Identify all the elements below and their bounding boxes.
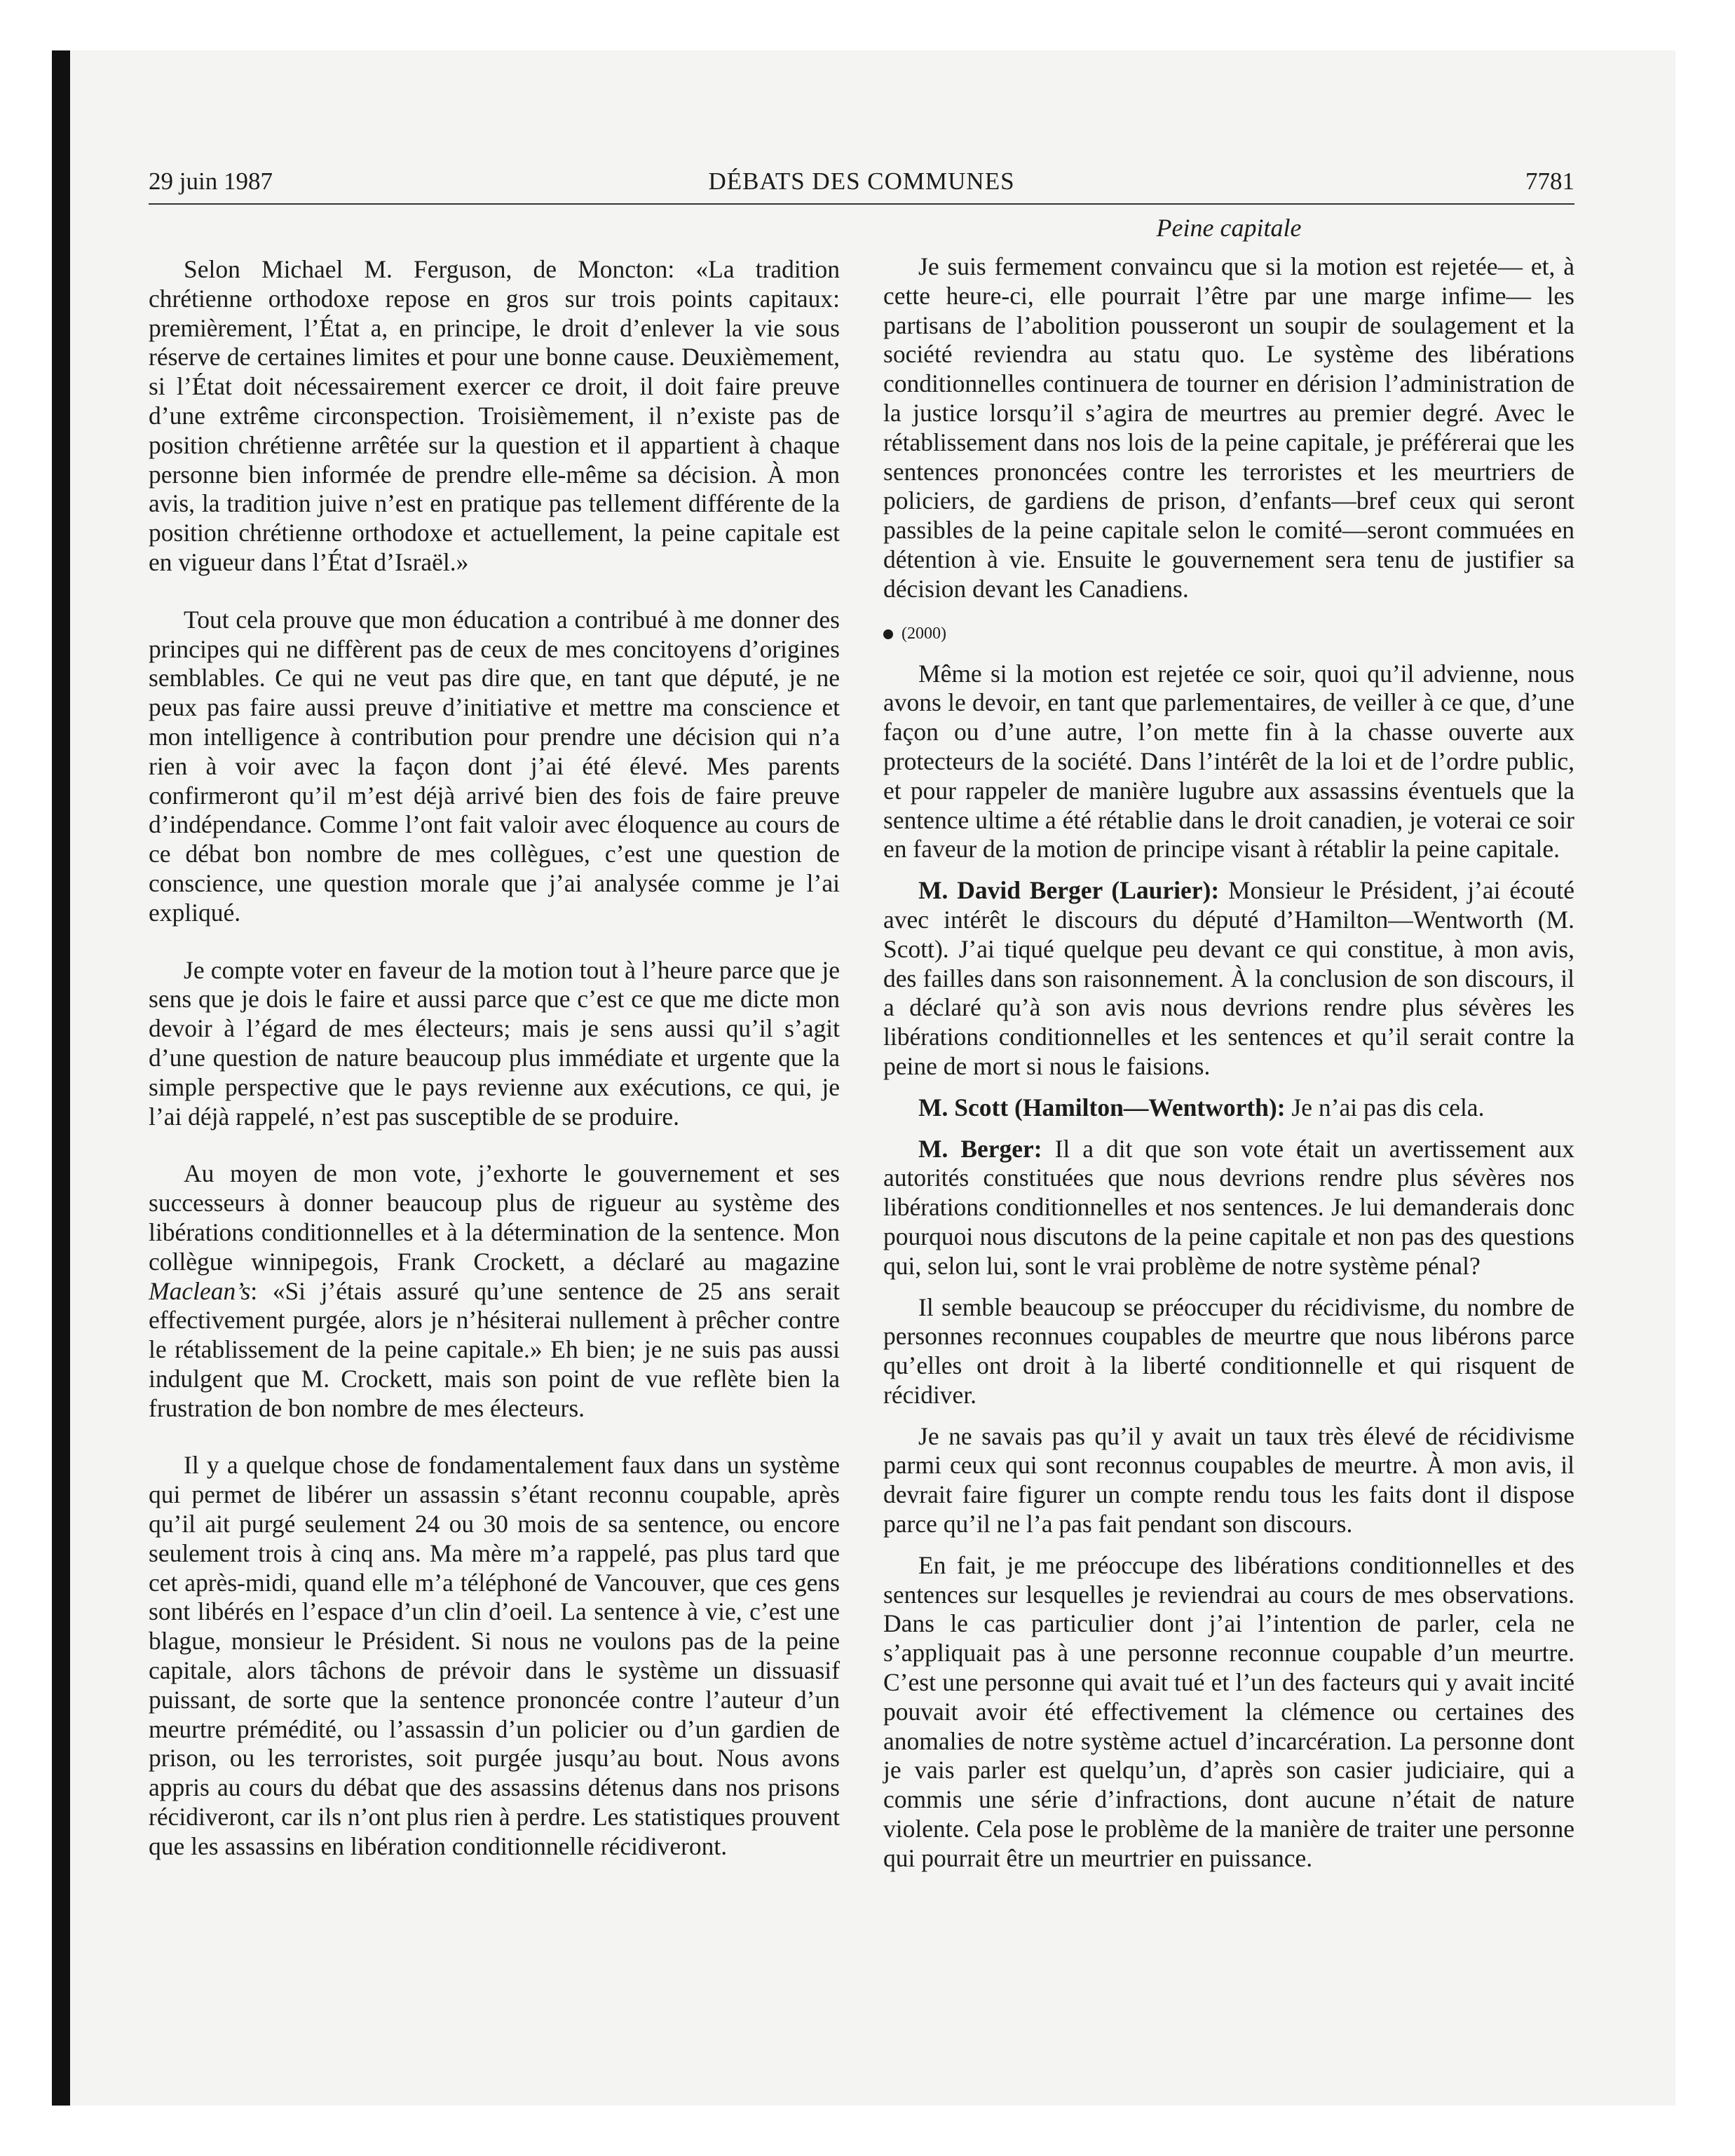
paragraph-text: : «Si j’étais assuré qu’une sentence de 25 ans serait effectivement purgée, alors je n’hésiterai nullement à prêcher contre le rétablissement de la peine capitale.» Eh bien; je ne suis pas aussi indulgent que M. Crockett, mais son point de vue reflète bien la frustration de bon nombre de mes électeurs. (149, 1276, 840, 1422)
speaker-name: M. Scott (Hamilton—Wentworth): (918, 1093, 1286, 1121)
paragraph: Je suis fermement convaincu que si la motion est rejetée— et, à cette heure-ci, elle pourrait l’être par une marge infime— les partisans de l’abolition pousseront un soupir de soulagement et la société reviendra au statu quo. Le système des libérations conditionnelles continuera de tourner en dérision l’administration de la justice lorsqu’il s’agira de meurtres au premier degré. Avec le rétablissement dans nos lois de la peine capitale, je préférerai que les sentences prononcées contre les terroristes et les meurtriers de policiers, de gardiens de prison, d’enfants—bref ceux qui seront passibles de la peine capitale selon le comité—seront commuées en détention à vie. Ensuite le gouvernement sera tenu de justifier sa décision devant les Canadiens. (883, 252, 1574, 603)
scan-edge (52, 50, 70, 2106)
paragraph: Je ne savais pas qu’il y avait un taux très élevé de récidivisme parmi ceux qui sont reconnus coupables de meurtre. À mon avis, il devrait faire figurer un compte rendu tous les faits dont il dispose parce qu’il ne l’a pas fait pendant son discours. (883, 1421, 1574, 1538)
speech (883, 1135, 1574, 1281)
paragraph (149, 1159, 840, 1423)
header-page-number: 7781 (1525, 168, 1574, 195)
paragraph: Même si la motion est rejetée ce soir, quoi qu’il advienne, nous avons le devoir, en tant que parlementaires, de veiller à ce que, d’une façon ou d’une autre, l’on mette fin à la chasse ouverte aux protecteurs de la société. Dans l’intérêt de la loi et de l’ordre public, et pour rappeler de manière lugubre aux assassins éventuels que la sentence ultime a été rétablie dans le droit canadien, je voterai ce soir en faveur de la motion de principe visant à rétablir la peine capitale. (883, 659, 1574, 864)
speech (883, 1093, 1574, 1123)
bullet-icon (883, 629, 893, 639)
paragraph: Tout cela prouve que mon éducation a contribué à me donner des principes qui ne diffèrent pas de ceux de mes concitoyens d’origines semblables. Ce qui ne veut pas dire que, en tant que député, je ne peux pas faire aussi preuve d’initiative et mettre ma conscience et mon intelligence à contribution pour prendre une décision qui n’a rien à voir avec la façon dont j’ai été élevé. Mes parents confirmeront qu’il m’est déjà arrivé bien des fois de faire preuve d’indépendance. Comme l’ont fait valoir avec éloquence au cours de ce débat bon nombre de mes collègues, c’est une question de conscience, une question morale que j’ai analysée comme je l’ai expliqué. (149, 605, 840, 927)
header-date: 29 juin 1987 (149, 168, 273, 195)
speaker-name: M. Berger: (918, 1134, 1042, 1163)
speaker-name: M. David Berger (Laurier): (918, 876, 1220, 905)
paragraph: Il semble beaucoup se préoccuper du récidivisme, du nombre de personnes reconnues coupables de meurtre que nous libérons parce qu’elles ont droit à la liberté conditionnelle et qui risquent de récidiver. (883, 1292, 1574, 1409)
time-mark-text: (2000) (901, 624, 946, 643)
right-column (883, 252, 1574, 1885)
paragraph: Je compte voter en faveur de la motion tout à l’heure parce que je sens que je dois le faire et aussi parce que c’est ce que me dicte mon devoir à l’égard de mes électeurs; mais je sens aussi qu’il s’agit d’une question de nature beaucoup plus immédiate et urgente que la simple perspective que le pays revienne aux exécutions, ce qui, je l’ai déjà rappelé, n’est pas susceptible de se produire. (149, 955, 840, 1131)
paragraph: En fait, je me préoccupe des libérations conditionnelles et des sentences sur lesquelles je reviendrai au cours de mes observations. Dans le cas particulier dont j’ai l’intention de parler, cela ne s’appliquait pas à une personne reconnue coupable d’un meurtre. C’est une personne qui avait tué et l’un des facteurs qui y avait incité pouvait avoir été effectivement la clémence ou certaines des anomalies de notre système actuel d’incarcération. La personne dont je vais parler est quelqu’un, d’après son casier judiciaire, qui a commis une série d’infractions, dont aucune n’était de nature violente. Cela pose le problème de la manière de traiter une personne qui pourrait être un meurtrier en puissance. (883, 1550, 1574, 1872)
speech-text: Il a dit que son vote était un avertissement aux autorités constituées que nous devrions rendre plus sévères nos libérations conditionnelles et nos sentences. Je lui demanderais donc pourquoi nous discutons de la peine capitale et non pas des questions qui, selon lui, sont le vrai problème de notre système pénal? (883, 1134, 1574, 1280)
section-subheading: Peine capitale (1156, 214, 1302, 242)
left-column (149, 255, 840, 1890)
page-header (149, 164, 1574, 205)
paragraph: Selon Michael M. Ferguson, de Moncton: «La tradition chrétienne orthodoxe repose en gros sur trois points capitaux: premièrement, l’État a, en principe, le droit d’enlever la vie sous réserve de certaines limites et pour une bonne cause. Deuxièmement, si l’État doit nécessairement exercer ce droit, il doit faire preuve d’une extrême circonspection. Troisièmement, il n’existe pas de position chrétienne arrêtée sur la question et il appartient à chaque personne bien informée de prendre elle-même sa décision. À mon avis, la tradition juive n’est en pratique pas tellement différente de la position chrétienne orthodoxe et actuellement, la peine capitale est en vigueur dans l’État d’Israël.» (149, 255, 840, 576)
time-marker (883, 620, 1574, 648)
speech-text: Monsieur le Président, j’ai écouté avec intérêt le discours du député d’Hamilton—Wentworth (M. Scott). J’ai tiqué quelque peu devant ce qui constitue, à mon avis, des failles dans son raisonnement. À la conclusion de son discours, il a déclaré qu’à son avis nous devrions rendre plus sévères les libérations conditionnelles et les sentences et qu’il serait contre la peine de mort si nous le faisions. (883, 876, 1575, 1080)
magazine-title: Maclean’s (149, 1276, 251, 1305)
speech (883, 876, 1574, 1082)
paragraph-text: Au moyen de mon vote, j’exhorte le gouvernement et ses successeurs à donner beaucoup plus de rigueur au système des libérations conditionnelles et à la détermination de la sentence. Mon collègue winnipegois, Frank Crockett, a déclaré au magazine (149, 1159, 840, 1276)
paragraph: Il y a quelque chose de fondamentalement faux dans un système qui permet de libérer un assassin s’étant reconnu coupable, après qu’il ait purgé seulement 24 ou 30 mois de sa sentence, ou encore seulement trois à cinq ans. Ma mère m’a rappelé, pas plus tard que cet après-midi, quand elle m’a téléphoné de Vancouver, que ces gens sont libérés en l’espace d’un clin d’oeil. La sentence à vie, c’est une blague, monsieur le Président. Si nous ne voulons pas de la peine capitale, alors tâchons de prévoir dans le système un dissuasif puissant, de sorte que la sentence prononcée contre l’auteur d’un meurtre prémédité, ou l’assassin d’un policier ou d’un gardien de prison, ou les terroristes, soit purgée jusqu’au bout. Nous avons appris au cours du débat que des assassins détenus dans nos prisons récidiveront, car ils n’ont plus rien à perdre. Les statistiques prouvent que les assassins en libération conditionnelle récidiveront. (149, 1451, 840, 1860)
speech-text: Je n’ai pas dis cela. (1285, 1093, 1485, 1121)
header-title: DÉBATS DES COMMUNES (708, 168, 1015, 195)
